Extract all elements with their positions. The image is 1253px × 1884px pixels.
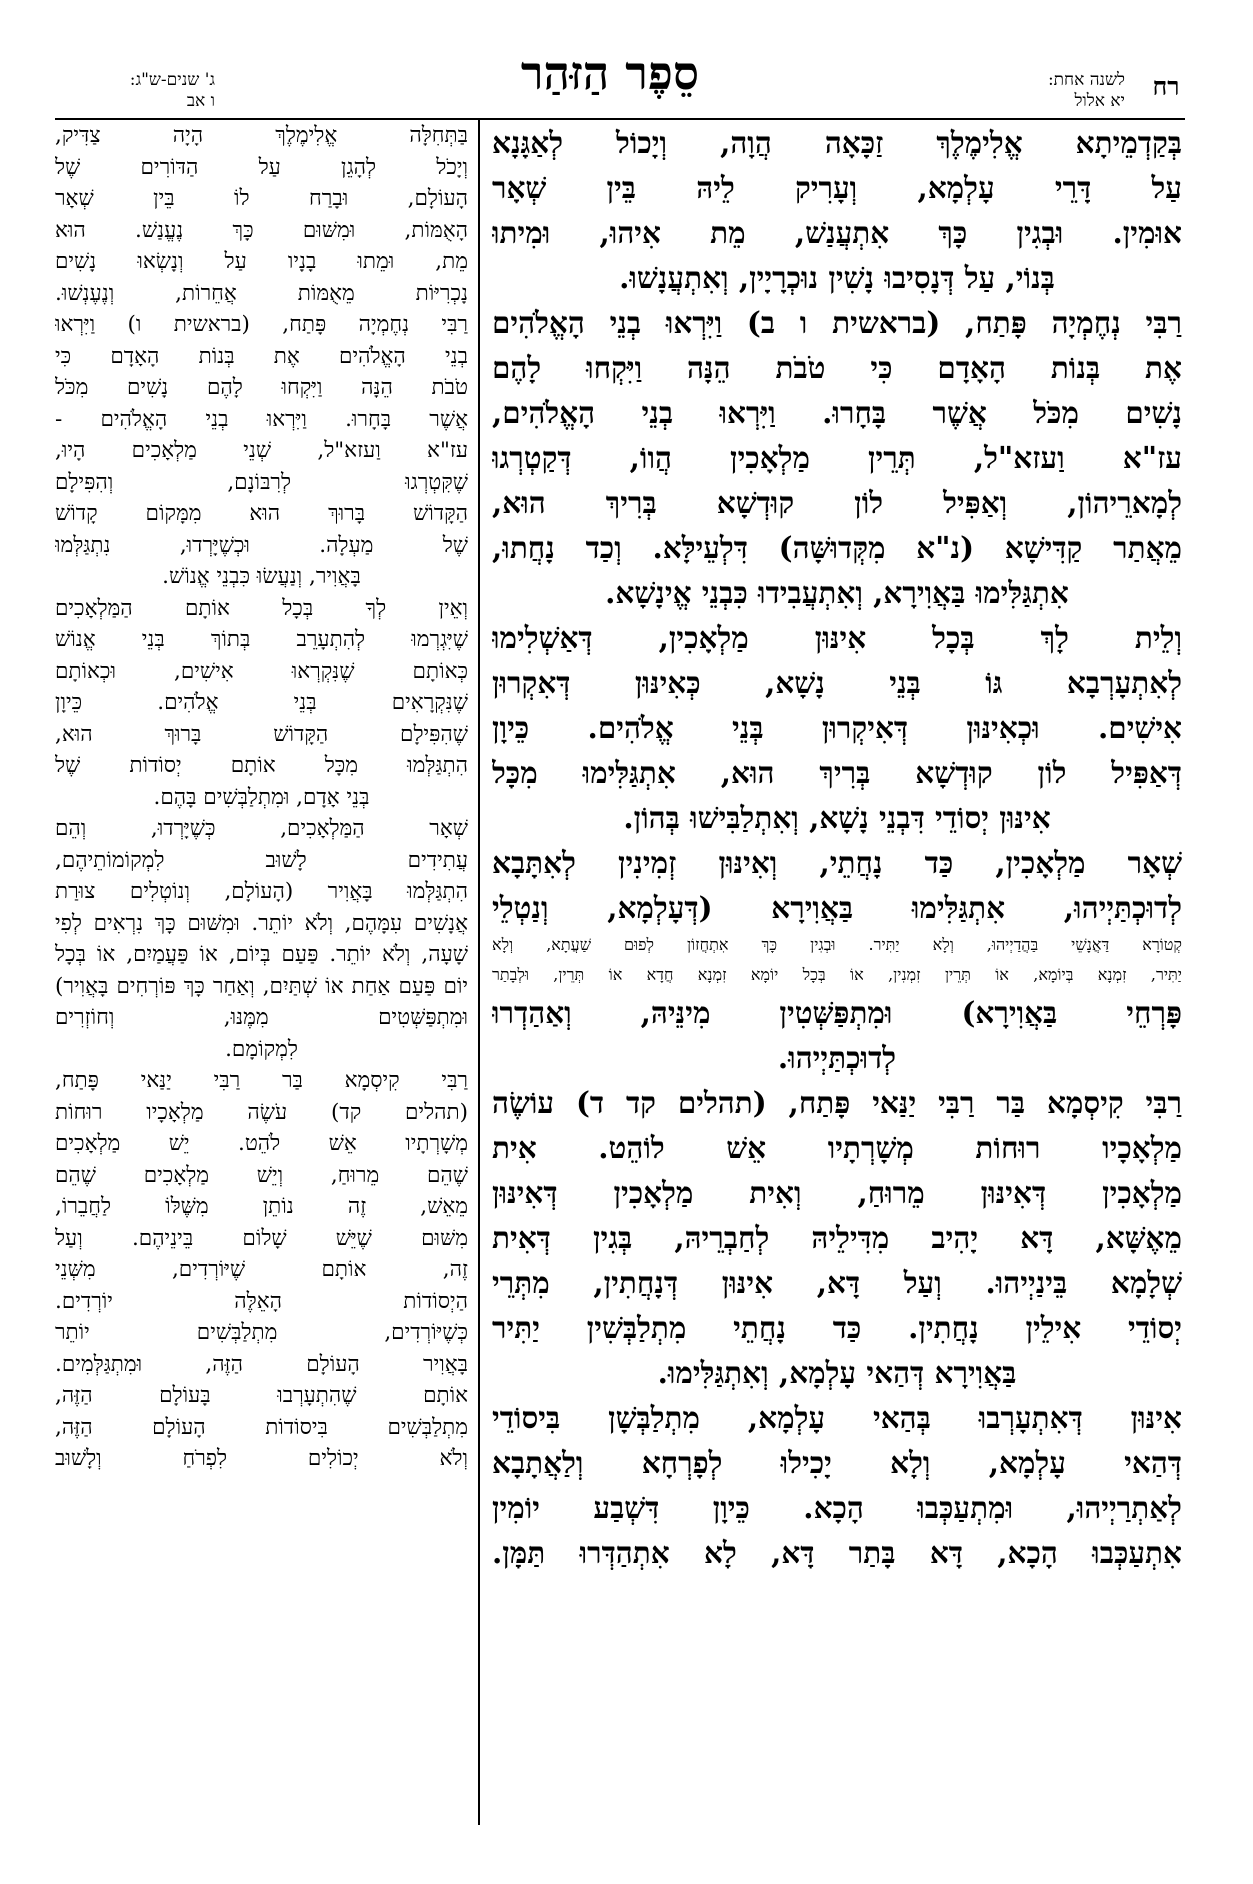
aramaic-line: קְטוֹרָא דַּאֲנָשֵׁי בַּהֲדַיְיהוּ, וְלָא יַתִּיר. וּבְגִין כָּךְ אִתְחֲזוֹן לְפוּם שַׁעֲתָא, וְלָא <box>492 935 1182 954</box>
translation-line: יוֹם פַּעַם אַחַת אוֹ שְׁתַּיִם, וְאַחַר כָּךְ פּוֹרְחִים בָּאֲוִיר) <box>55 973 468 999</box>
aramaic-line: יַתִּיר, זִמְנָא בְּיוֹמָא, אוֹ תְּרֵין זִמְנִין, אוֹ בְּכָל יוֹמָא זִמְנָא חֲדָא אוֹ תְּרֵין, וּלְבָתַר <box>492 965 1182 984</box>
translation-line: כְּשֶׁיּוֹרְדִים, מִתְלַבְּשִׁים יוֹתֵר <box>55 1320 468 1345</box>
translation-line: רַבִּי קִיסְמָא בַּר רַבִּי יַנַּאי פָּתַח, <box>55 1068 468 1093</box>
aramaic-line: אוּמִין. וּבְגִין כָּךְ אִתְעֲנַשׁ, מֵת אִיהוּ, וּמִיתוּ <box>492 215 1182 250</box>
aramaic-line: דְּהַאי עָלְמָא, וְלָא יָכִילוּ לְפָרְחָא וְלַאֲתָבָא <box>492 1445 1182 1480</box>
aramaic-line: אֶת בְּנוֹת הָאָדָם כִּי טֹבֹת הֵנָּה וַיִּקְחוּ לָהֶם <box>492 350 1182 385</box>
translation-line: שָׁעָה, וְלֹא יוֹתֵר. פַּעַם בְּיוֹם, אוֹ פַּעֲמַיִם, אוֹ בְּכָל <box>55 942 468 967</box>
date-three-years-value: ו אב <box>186 91 215 111</box>
aramaic-line: מַלְאָכָיו רוּחוֹת מְשָׁרְתָיו אֵשׁ לוֹהֵט. אִית <box>492 1130 1182 1165</box>
aramaic-line: לְאַתְרַיְיהוּ, וּמִתְעַכְּבוּ הָכָא. כֵּיוָן דִּשְׁבַע יוֹמִין <box>492 1490 1182 1525</box>
aramaic-line: אִינּוּן יְסוֹדֵי דִּבְנֵי נָשָׁא, וְאִתְלַבִּישׁוּ בְּהוֹן. <box>623 800 1051 835</box>
aramaic-line: שְׁאָר מַלְאָכִין, כַּד נָחֲתֵי, וְאִינּוּן זְמִינִין לְאִתָּבָא <box>492 845 1182 880</box>
translation-line: טֹבֹת הֵנָּה וַיִּקְחוּ לָהֶם נָשִׁים מִכֹּל <box>55 375 468 400</box>
translation-line: שֶׁיִּגְרְמוּ לְהִתְעָרֵב בְּתוֹךְ בְּנֵי אֱנוֹשׁ <box>55 627 468 652</box>
translation-line: (תהלים קד) עֹשֶׂה מַלְאָכָיו רוּחוֹת <box>55 1099 468 1125</box>
translation-line: הִתְגַּלְּמוּ בָּאֲוִיר (הָעוֹלָם, וְנוֹטְלִים צוּרַת <box>55 879 468 904</box>
aramaic-line: לְמָארֵיהוֹן, וְאַפִּיל לוֹן קוּדְשָׁא בְּרִיךְ הוּא, <box>492 485 1182 520</box>
date-one-year-label: לשנה אחת: <box>1047 70 1125 90</box>
translation-line: נָכְרִיּוֹת מֵאֻמּוֹת אֲחֵרוֹת, וְנֶעֶנְשׁוּ. <box>55 280 468 306</box>
translation-line: מֵת, וּמֵתוּ בָנָיו עַל וְנָשְׂאוּ נָשִׁים <box>55 249 468 274</box>
aramaic-line: עַל דָּרֵי עָלְמָא, וְעָרִיק לֵיהּ בֵּין שְׁאָר <box>492 170 1182 205</box>
translation-line: הָעוֹלָם, וּבָרַח לוֹ בֵּין שְׁאָר <box>55 186 468 211</box>
translation-line: אֲשֶׁר בָּחָרוּ. וַיִּרְאוּ בְנֵי הָאֱלֹהִים - <box>55 406 468 432</box>
aramaic-line: רַבִּי קִיסְמָא בַּר רַבִּי יַנַּאי פָּתַח, (תהלים קד ד) עוֹשֶׂה <box>492 1085 1182 1120</box>
translation-line: שֶׁהֵם מֵרוּחַ, וְיֵשׁ מַלְאָכִים שֶׁהֵם <box>55 1162 468 1188</box>
translation-line: מִתְלַבְּשִׁים בִּיסוֹדוֹת הָעוֹלָם הַזֶּה, <box>55 1414 468 1440</box>
aramaic-line: בְּנוֹי, עַל דְּנָסִיבוּ נָשִׁין נוּכְרָיָין, וְאִתְעֲנָשׁוּ. <box>619 260 1055 295</box>
translation-line: שֶׁהִפִּילָם הַקָּדוֹשׁ בָּרוּךְ הוּא, <box>55 721 468 747</box>
translation-line: זֶה, אוֹתָם שֶׁיּוֹרְדִים, מִשְּׁנֵי <box>55 1257 468 1282</box>
date-one-year-value: יא אלול <box>1074 91 1125 111</box>
translation-line: בָּאֲוִיר, וְנַעֲשׂוּ כִּבְנֵי אֱנוֹשׁ. <box>162 564 361 589</box>
translation-line: לִמְקוֹמָם. <box>225 1036 298 1062</box>
aramaic-line: לְדוּכְתַּיְיהוּ, אִתְגַּלִּימוּ בַּאֲוִירָא (דְּעָלְמָא, וְנַטְלֵי <box>492 890 1182 925</box>
translation-line: שְׁאָר הַמַּלְאָכִים, כְּשֶׁיָּרְדוּ, וְהֵם <box>55 816 468 841</box>
aramaic-line: אִתְעַכְּבוּ הָכָא, דָּא בָּתַר דָּא, לָא אִתְהַדְּרוּ תַּמָּן. <box>492 1535 1182 1570</box>
translation-line: הָאֻמּוֹת, וּמִשּׁוּם כָּךְ נֶעֱנַשׁ. הוּא <box>55 217 468 243</box>
translation-line: אֲנָשִׁים עִמָּהֶם, וְלֹא יוֹתֵר. וּמִשּׁוּם כָּךְ נִרְאִים לְפִי <box>55 910 468 936</box>
translation-line: בָּאֲוִיר הָעוֹלָם הַזֶּה, וּמִתְגַּלְּמִים. <box>55 1351 468 1377</box>
aramaic-line: בְּקַדְמֵיתָא אֱלִימֶלֶךְ זַכָּאָה הֲוָה, וְיָכוֹל לְאַגָּנָא <box>492 125 1182 160</box>
translation-line: עֲתִידִים לָשׁוּב לִמְקוֹמוֹתֵיהֶם, <box>55 847 468 873</box>
book-title: סֵפֶר הַזּהַר <box>520 46 700 100</box>
translation-line: שֶׁנִּקְרָאִים בְּנֵי אֱלֹהִים. כֵּיוָן <box>55 690 468 715</box>
aramaic-line: שְׁלָמָא בֵּינַיְיהוּ. וְעַל דָּא, אִינּוּן דְּנָחֲתִין, מִתְּרֵי <box>492 1265 1182 1300</box>
translation-line: הַיְסוֹדוֹת הָאֵלֶּה יוֹרְדִים. <box>55 1288 468 1314</box>
aramaic-line: מַלְאָכִין דְּאִינּוּן מֵרוּחַ, וְאִית מַלְאָכִין דְּאִינּוּן <box>492 1175 1182 1210</box>
translation-line: עז"א וַעזא"ל, שְׁנֵי מַלְאָכִים הָיוּ, <box>55 438 468 463</box>
aramaic-line: אִישִׁים. וּכְאִינּוּן דְּאִיקְרוּן בְּנֵי אֱלֹהִים. כֵּיוָן <box>492 710 1182 745</box>
aramaic-line: לְדוּכְתַּיְיהוּ. <box>777 1040 897 1075</box>
aramaic-line: יְסוֹדֵי אִילֵין נָחֲתִין. כַּד נָחֲתֵי מִתְלַבְּשִׁין יַתִּיר <box>492 1310 1182 1345</box>
translation-line: בְנֵי הָאֱלֹהִים אֶת בְּנוֹת הָאָדָם כִּי <box>55 343 468 369</box>
aramaic-line: אִתְגַּלִּימוּ בַּאֲוִירָא, וְאִתְעֲבִידוּ כִּבְנֵי אֱינָשָׁא. <box>605 575 1069 610</box>
translation-line: בַּתְּחִלָּה אֱלִימֶלֶךְ הָיָה צַדִּיק, <box>55 123 468 148</box>
column-divider <box>478 120 480 1825</box>
aramaic-line: לְאִתְעָרְבָא גּוֹ בְּנֵי נָשָׁא, כְּאִינּוּן דְּאִקְרוּן <box>492 665 1182 700</box>
aramaic-line: וְלֵית לָךְ בְּכָל אִינּוּן מַלְאָכִין, דְּאַשְׁלִימוּ <box>492 620 1182 655</box>
page-number: רח <box>1152 72 1180 101</box>
aramaic-line: בַּאֲוִירָא דְּהַאי עָלְמָא, וְאִתְגַּלִּימוּ. <box>657 1355 1017 1390</box>
translation-line: שֶׁקִּטְרְגוּ לְרִבּוֹנָם, וְהִפִּילָם <box>55 469 468 495</box>
hebrew-translation-column <box>55 120 468 1475</box>
aramaic-text-column <box>492 120 1182 1575</box>
aramaic-line: דְּאַפִּיל לוֹן קוּדְשָׁא בְּרִיךְ הוּא, אִתְגַּלִּימוּ מִכָּל <box>492 755 1182 790</box>
translation-line: וְיָכֹל לְהָגֵן עַל הַדּוֹרִים שֶׁל <box>55 154 468 180</box>
translation-line: וְאֵין לְךָ בְּכָל אוֹתָם הַמַּלְאָכִים <box>55 595 468 621</box>
translation-line: כְּאוֹתָם שֶׁנִּקְרְאוּ אִישִׁים, וּכְאוֹתָם <box>55 658 468 684</box>
translation-line: מִשּׁוּם שֶׁיֵּשׁ שָׁלוֹם בֵּינֵיהֶם. וְעַל <box>55 1225 468 1251</box>
aramaic-line: נָשִׁים מִכֹּל אֲשֶׁר בָּחָרוּ. וַיִּרְאוּ בְנֵי הָאֱלֹהִים, <box>492 395 1182 430</box>
aramaic-line: אִינּוּן דְּאִתְעָרְבוּ בְּהַאי עָלְמָא, מִתְלַבְּשָׁן בִּיסוֹדֵי <box>492 1400 1182 1435</box>
translation-line: רַבִּי נְחֶמְיָה פָּתַח, (בראשית ו) וַיִּרְאוּ <box>55 312 468 337</box>
translation-line: בְּנֵי אָדָם, וּמִתְלַבְּשִׁים בָּהֶם. <box>153 784 370 810</box>
aramaic-line: מֵאֲתַר קַדִּישָׁא (נ"א מִקְּדוּשָּׁה) דִּלְעֵילָּא. וְכַד נָחֲתוּ, <box>492 530 1182 565</box>
aramaic-line: מֵאֶשָּׁא, דָּא יָהִיב מִדִּילֵיהּ לְחַבְרֵיהּ, בְּגִין דְּאִית <box>492 1220 1182 1255</box>
translation-line: הִתְגַּלְּמוּ מִכָּל אוֹתָם יְסוֹדוֹת שֶׁל <box>55 753 468 778</box>
translation-line: הַקָּדוֹשׁ בָּרוּךְ הוּא מִמָּקוֹם קָדוֹשׁ <box>55 501 468 526</box>
aramaic-line: עז"א וַעזא"ל, תְּרֵין מַלְאָכִין הֲווֹ, דְּקַטְרְגוּ <box>492 440 1182 475</box>
aramaic-line: פָּרְחֵי בַּאֲוִירָא) וּמִתְפַּשְּׁטִין מִינֵּיהּ, וְאַהַדְרוּ <box>492 995 1182 1030</box>
date-three-years <box>55 70 215 112</box>
date-three-years-label: ג' שנים-ש"ג: <box>129 70 215 90</box>
translation-line: מְשָׁרְתָיו אֵשׁ לֹהֵט. יֵשׁ מַלְאָכִים <box>55 1131 468 1156</box>
translation-line: שֶׁל מַעְלָה. וּכְשֶׁיָּרְדוּ, נִתְגַּלְּמוּ <box>55 532 468 558</box>
aramaic-line: רַבִּי נְחֶמְיָה פָּתַח, (בראשית ו ב) וַיִּרְאוּ בְנֵי הָאֱלֹהִים <box>492 305 1182 340</box>
translation-line: וּמִתְפַּשְּׁטִים מִמֶּנּוּ, וְחוֹזְרִים <box>55 1005 468 1030</box>
date-one-year <box>985 70 1125 112</box>
translation-line: אוֹתָם שֶׁהִתְעָרְבוּ בָּעוֹלָם הַזֶּה, <box>55 1383 468 1408</box>
translation-line: מֵאֵשׁ, זֶה נוֹתֵן מִשֶּׁלּוֹ לַחֲבֵרוֹ, <box>55 1194 468 1219</box>
translation-line: וְלֹא יְכוֹלִים לִפְרֹחַ וְלָשׁוּב <box>55 1446 468 1471</box>
